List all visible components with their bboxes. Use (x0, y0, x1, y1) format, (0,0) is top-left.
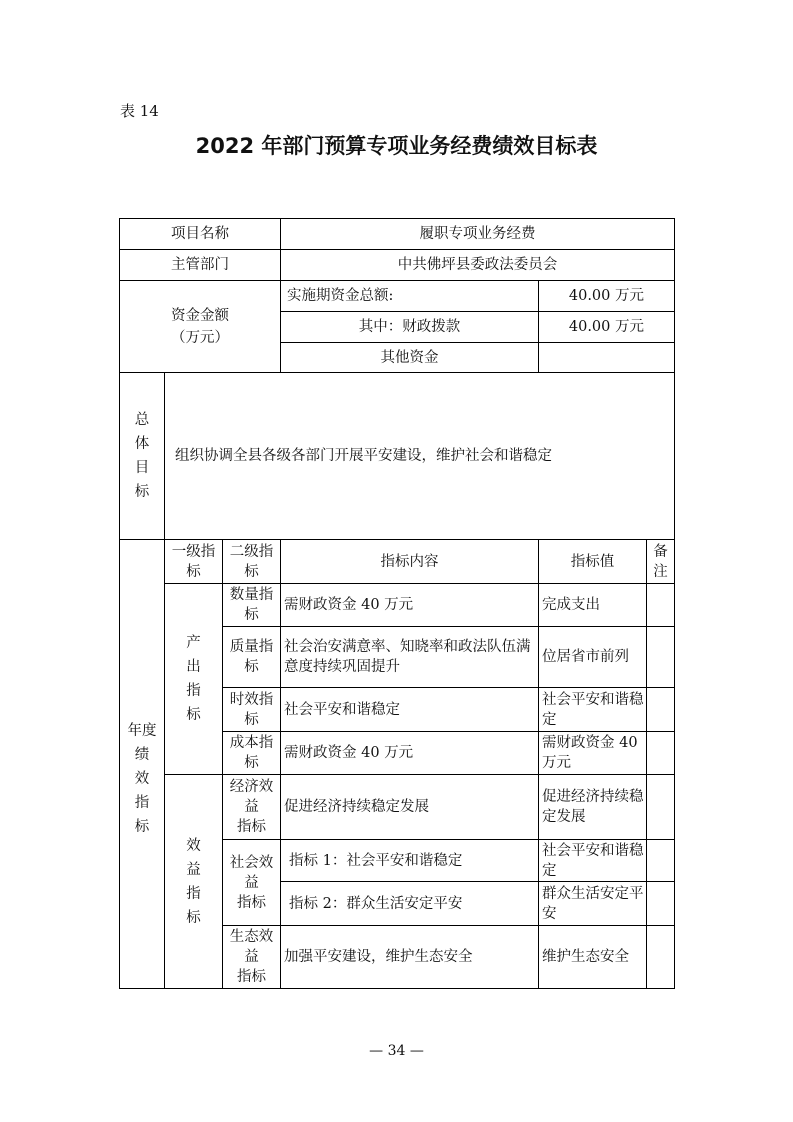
header-value: 指标值 (570, 553, 615, 570)
output-char: 出 (186, 659, 201, 675)
level2-line: 标 (244, 711, 259, 728)
other-funds-value (539, 343, 674, 372)
annual-char: 标 (134, 819, 150, 835)
other-funds-label: 其他资金 (380, 349, 439, 366)
goal-char: 目 (134, 460, 150, 476)
fiscal-funds-value: 40.00 万元 (568, 319, 644, 335)
output-char: 产 (186, 635, 201, 651)
level2-line: 时效指 (229, 691, 274, 708)
benefit-char: 益 (186, 861, 201, 878)
level2-timeliness (223, 688, 280, 731)
level2-line: 成本指 (229, 735, 274, 751)
output-char: 指 (186, 683, 201, 699)
funds-label-line2: （万元） (171, 329, 229, 346)
value-social-2-text: 群众生活安定平安 (542, 885, 644, 922)
level2-line: 标 (244, 659, 259, 675)
content-cost: 需财政资金 40 万元 (284, 745, 414, 761)
content-economic: 促进经济持续稳定发展 (284, 799, 429, 815)
value-timeliness-text: 社会平安和谐稳定 (542, 691, 644, 728)
level2-line: 指标 (237, 894, 266, 911)
header-level1-line: 一级指 (171, 543, 216, 560)
content-ecological: 加强平安建设，维护生态安全 (284, 949, 473, 965)
annual-char: 效 (134, 771, 150, 787)
header-level1 (165, 540, 222, 583)
goal-char: 体 (134, 436, 150, 452)
level2-line: 指标 (237, 819, 266, 835)
output-indicators-label (165, 584, 222, 774)
level2-line: 质量指 (229, 639, 274, 655)
project-name-label: 项目名称 (171, 226, 229, 242)
level2-quantity (223, 584, 280, 626)
value-economic (539, 775, 646, 839)
level2-line: 益 (244, 874, 259, 891)
level2-line: 指标 (237, 969, 266, 985)
value-timeliness (539, 688, 646, 731)
page-number: — 34 — (369, 1043, 424, 1059)
fiscal-funds-label: 其中：财政拨款 (358, 319, 461, 335)
level2-quality (223, 627, 280, 687)
value-economic-text: 促进经济持续稳定发展 (542, 789, 644, 825)
project-name-value: 履职专项业务经费 (419, 226, 536, 242)
benefit-indicators-label (165, 775, 222, 988)
header-remark-line: 备 (653, 543, 668, 560)
page-title: 2022 年部门预算专项业务经费绩效目标表 (195, 134, 598, 158)
value-social-1-text: 社会平安和谐稳定 (542, 842, 644, 879)
content-quality (281, 627, 538, 687)
table-label: 表 14 (120, 102, 159, 120)
benefit-char: 标 (186, 909, 201, 926)
funds-label-line1: 资金金额 (171, 307, 229, 324)
benefit-char: 指 (186, 885, 201, 902)
level2-line: 数量指 (229, 587, 274, 603)
header-level2-line: 二级指 (229, 543, 274, 560)
overall-goal-label (120, 373, 164, 539)
level2-line: 益 (244, 949, 259, 965)
level2-line: 社会效 (229, 854, 274, 871)
level2-social (223, 840, 280, 925)
header-level1-line: 标 (186, 563, 201, 580)
total-funds-value: 40.00 万元 (568, 288, 644, 304)
goal-char: 标 (134, 484, 150, 500)
department-label: 主管部门 (171, 257, 229, 273)
level2-line: 生态效 (229, 929, 274, 945)
level2-line: 标 (244, 755, 259, 771)
level2-cost (223, 732, 280, 774)
value-social-1 (539, 840, 646, 881)
content-timeliness: 社会平安和谐稳定 (284, 701, 400, 718)
header-remark (647, 540, 674, 583)
goal-char: 总 (134, 412, 150, 428)
header-level2-line: 标 (244, 563, 259, 580)
annual-char: 年度 (127, 723, 157, 739)
value-cost-text: 需财政资金 40 万元 (542, 735, 638, 771)
annual-char: 绩 (134, 747, 150, 763)
value-social-2 (539, 882, 646, 925)
header-level2 (223, 540, 280, 583)
header-remark-line: 注 (653, 563, 668, 580)
annual-char: 指 (134, 795, 150, 811)
overall-goal-text: 组织协调全县各级各部门开展平安建设，维护社会和谐稳定 (175, 448, 552, 464)
value-quality: 位居省市前列 (542, 649, 629, 665)
level2-line: 标 (244, 607, 259, 623)
content-social-1: 指标 1：社会平安和谐稳定 (289, 852, 463, 869)
total-funds-label: 实施期资金总额: (287, 288, 394, 304)
content-quality-text: 社会治安满意率、知晓率和政法队伍满意度持续巩固提升 (284, 639, 531, 675)
output-char: 标 (186, 707, 201, 723)
content-social-2: 指标 2：群众生活安定平安 (289, 895, 463, 912)
value-cost (539, 732, 646, 774)
department-value: 中共佛坪县委政法委员会 (397, 257, 558, 273)
level2-line: 经济效 (229, 779, 274, 795)
benefit-char: 效 (186, 837, 201, 854)
funds-label (120, 281, 280, 372)
level2-economic (223, 775, 280, 839)
annual-indicators-label (120, 540, 164, 988)
level2-ecological (223, 926, 280, 988)
value-ecological: 维护生态安全 (542, 949, 629, 965)
header-content: 指标内容 (380, 553, 439, 570)
value-quantity: 完成支出 (542, 597, 600, 613)
content-quantity: 需财政资金 40 万元 (284, 597, 414, 613)
level2-line: 益 (244, 799, 259, 815)
